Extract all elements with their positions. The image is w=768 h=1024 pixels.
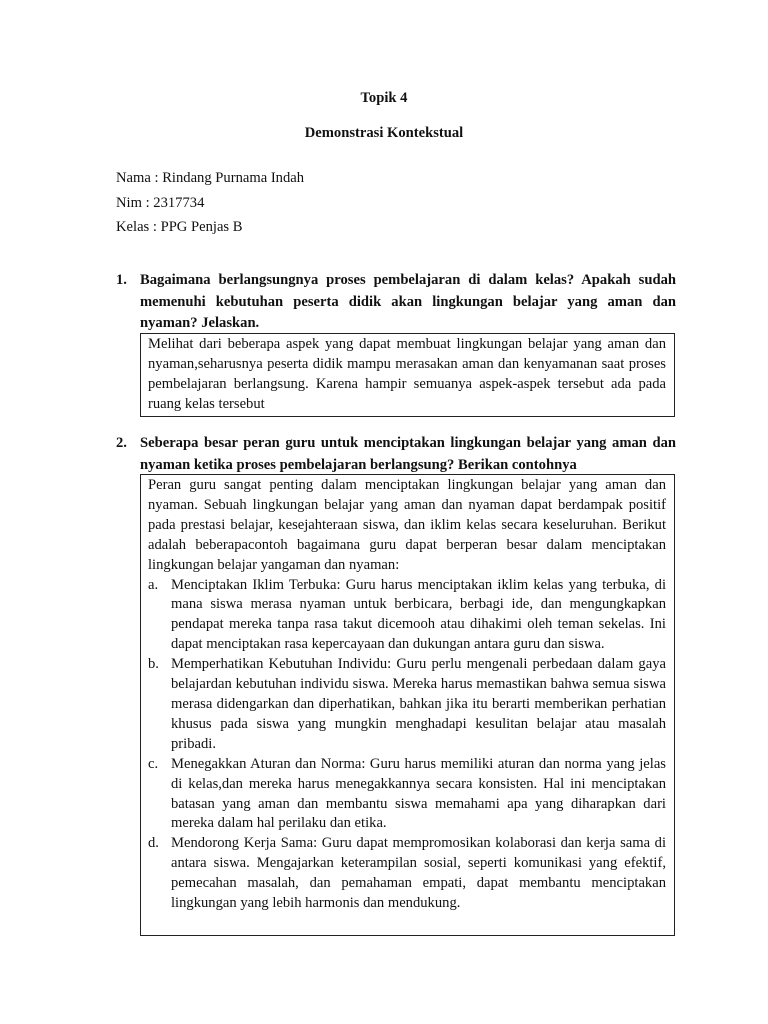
answer-intro: Peran guru sangat penting dalam menciptakan lingkungan belajar yang aman dan nyaman. Sebuah lingkungan belajar yang aman dan nyaman dapat berdampak positif pada prestasi belajar, kesejahteraan siswa, dan iklim kelas secara keseluruhan. Berikut adalah beberapacontoh bagaimana guru dapat berperan besar dalam menciptakan lingkungan belajar yangaman dan nyaman: <box>148 477 666 573</box>
answer-text: Melihat dari beberapa aspek yang dapat membuat lingkungan belajar yang aman dan nyaman,seharusnya peserta didik mampu merasakan aman dan kenyamanan saat proses pembelajaran berlangsung. Karena hampir semuanya aspek-aspek tersebut ada pada ruang kelas tersebut <box>148 336 666 412</box>
list-marker: d. <box>148 835 159 852</box>
answer-list <box>148 576 666 914</box>
question-text: Bagaimana berlangsungnya proses pembelajaran di dalam kelas? Apakah sudah memenuhi kebutuhan peserta didik akan lingkungan belajar yang aman dan nyaman? Jelaskan. <box>140 272 676 331</box>
question-number: 1. <box>116 272 127 288</box>
question-number: 2. <box>116 435 127 451</box>
answer-box-2 <box>140 474 675 936</box>
list-item <box>148 576 666 656</box>
student-class: Kelas : PPG Penjas B <box>116 219 243 235</box>
list-marker: b. <box>148 656 159 673</box>
list-marker: a. <box>148 576 159 593</box>
list-item-text: Mendorong Kerja Sama: Guru dapat mempromosikan kolaborasi dan kerja sama di antara siswa. Mengajarkan keterampilan sosial, seperti komunikasi yang efektif, pemecahan masalah, dan pemahaman empati, dapat membantu menciptakan lingkungan yang lebih harmonis dan mendukung. <box>171 835 666 912</box>
list-item <box>148 655 666 755</box>
answer-box-1 <box>140 333 675 417</box>
question-2 <box>116 433 676 476</box>
student-name: Nama : Rindang Purnama Indah <box>116 170 305 186</box>
topic-heading: Topik 4 <box>360 90 408 106</box>
list-item-text: Menegakkan Aturan dan Norma: Guru harus memiliki aturan dan norma yang jelas di kelas,dan mereka harus menegakkannya secara konsisten. Hal ini menciptakan batasan yang aman dan membantu siswa memahami apa yang diharapkan dari mereka dalam hal perilaku dan etika. <box>171 755 666 832</box>
list-item-text: Memperhatikan Kebutuhan Individu: Guru perlu mengenali perbedaan dalam gaya belajardan kebutuhan individu siswa. Mereka harus memastikan bahwa semua siswa merasa didengarkan dan diperhatikan, bahkan jika itu berarti memberikan perhatian khusus pada siswa yang mungkin menghadapi kesulitan belajar atau masalah pribadi. <box>171 656 666 752</box>
list-item <box>148 834 666 914</box>
document-subtitle: Demonstrasi Kontekstual <box>304 125 464 141</box>
list-item-text: Menciptakan Iklim Terbuka: Guru harus menciptakan iklim kelas yang terbuka, di mana siswa merasa nyaman untuk berbicara, berbagi ide, dan mengungkapkan pendapat mereka tanpa rasa takut dicemooh atau dihakimi oleh teman sekelas. Ini dapat menciptakan rasa kepercayaan dan dukungan antara guru dan siswa. <box>171 576 666 653</box>
list-marker: c. <box>148 755 159 772</box>
question-1 <box>116 270 676 335</box>
student-nim: Nim : 2317734 <box>116 195 205 211</box>
question-text: Seberapa besar peran guru untuk menciptakan lingkungan belajar yang aman dan nyaman ketika proses pembelajaran berlangsung? Berikan contohnya <box>140 435 676 473</box>
list-item <box>148 755 666 835</box>
